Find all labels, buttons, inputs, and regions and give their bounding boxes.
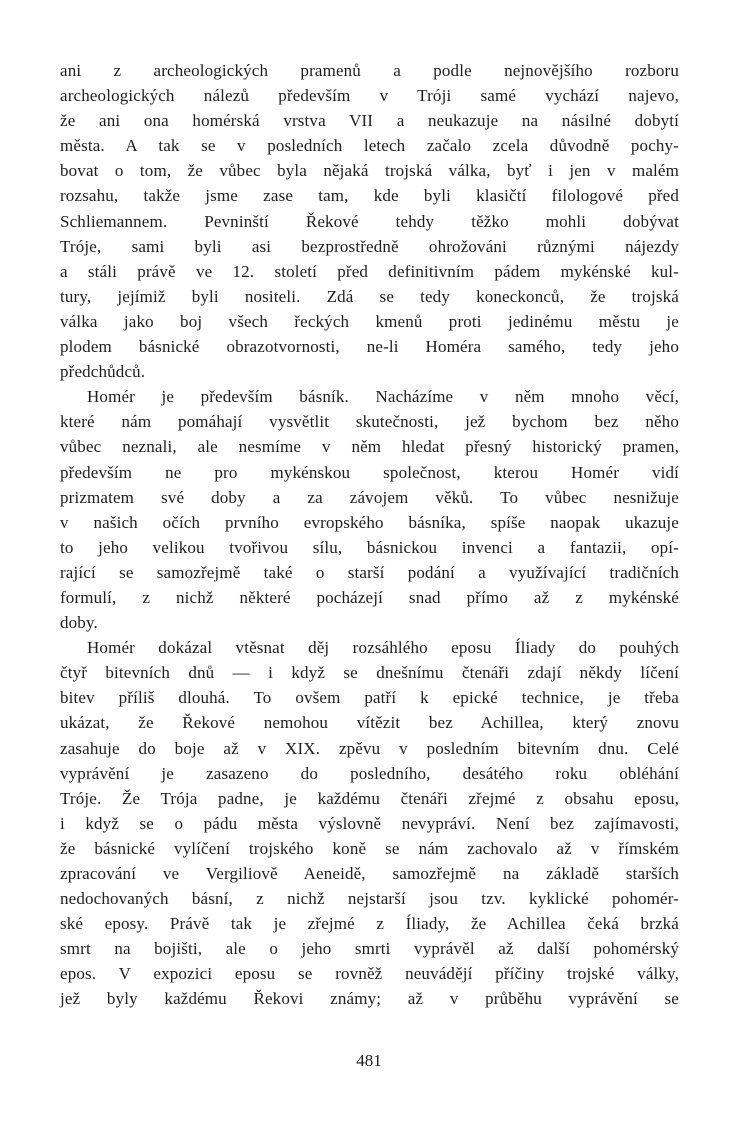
text-line: Schliemannem. Pevninští Řekové tehdy těžko mohli dobývat — [60, 211, 679, 231]
text-line: ani z archeologických pramenů a podle nejnovějšího rozboru — [60, 61, 679, 80]
text-line: ukázat, že Řekové nemohou vítězit bez Achillea, který znovu — [60, 713, 679, 733]
text-line: zpracování ve Vergiliově Aeneidě, samozřejmě na základě starších — [60, 864, 679, 883]
text-line: bitev příliš dlouhá. To ovšem patří k epické technice, je třeba — [60, 688, 679, 708]
text-line: formulí, z nichž některé pocházejí snad přímo až z mykénské — [60, 587, 679, 607]
text-line: Tróje, sami byli asi bezprostředně ohrožováni různými nájezdy — [60, 236, 679, 256]
text-line: to jeho velikou tvořivou sílu, básnickou invenci a fantazii, opí- — [60, 537, 679, 557]
text-line: že ani ona homérská vrstva VII a neukazuje na násilné dobytí — [60, 111, 679, 131]
text-line: rající se samozřejmě také o starší podání a využívající tradičních — [60, 562, 679, 582]
text-line: Homér je především básník. Nacházíme v něm mnoho věcí, — [87, 387, 679, 407]
text-line: především ne pro mykénskou společnost, kterou Homér vidí — [60, 462, 679, 482]
text-line: vyprávění je zasazeno do posledního, desátého roku obléhání — [60, 763, 679, 783]
text-line: ské eposy. Právě tak je zřejmé z Íliady, že Achillea čeká brzká — [60, 914, 679, 934]
text-line: nedochovaných básní, z nichž nejstarší jsou tzv. kyklické pohomér- — [60, 889, 679, 909]
text-line: předchůdců. — [60, 362, 146, 382]
text-line: města. A tak se v posledních letech začalo zcela důvodně pochy- — [60, 136, 679, 156]
text-line: které nám pomáhají vysvětlit skutečnosti, jež bychom bez něho — [60, 412, 679, 432]
text-line: čtyř bitevních dnů — i když se dnešnímu čtenáři zdají někdy líčení — [60, 663, 679, 683]
text-line: zasahuje do boje až v XIX. zpěvu v posledním bitevním dnu. Celé — [60, 738, 679, 758]
text-line: Homér dokázal vtěsnat děj rozsáhlého eposu Íliady do pouhých — [87, 638, 679, 658]
text-line: plodem básnické obrazotvornosti, ne-li Homéra samého, tedy jeho — [60, 337, 679, 357]
text-line: archeologických nálezů především v Tróji samé vychází najevo, — [60, 86, 679, 106]
page-number: 481 — [356, 1051, 382, 1070]
text-line: jež byly každému Řekovi známy; až v průběhu vyprávění se — [60, 989, 679, 1009]
body-text — [60, 58, 679, 1012]
text-line: epos. V expozici eposu se rovněž neuvádějí příčiny trojské války, — [60, 964, 679, 984]
text-line: rozsahu, takže jsme zase tam, kde byli klasičtí filologové před — [60, 186, 679, 206]
text-line: že básnické vylíčení trojského koně se nám zachovalo až v římském — [60, 838, 679, 858]
text-line: vůbec neznali, ale nesmíme v něm hledat přesný historický pramen, — [60, 437, 679, 457]
text-line: bovat o tom, že vůbec byla nějaká trojská válka, byť i jen v malém — [60, 161, 679, 181]
text-line: a stáli právě ve 12. století před definitivním pádem mykénské kul- — [60, 261, 679, 281]
text-line: tury, jejímiž byli nositeli. Zdá se tedy koneckonců, že trojská — [60, 286, 679, 306]
text-line: i když se o pádu města výslovně nevypráví. Není bez zajímavosti, — [60, 813, 679, 833]
text-line: válka jako boj všech řeckých kmenů proti jedinému městu je — [60, 311, 679, 331]
text-line: doby. — [60, 613, 98, 633]
text-line: v našich očích prvního evropského básníka, spíše naopak ukazuje — [60, 512, 679, 532]
text-line: prizmatem své doby a za závojem věků. To vůbec nesnižuje — [60, 487, 679, 507]
text-line: smrt na bojišti, ale o jeho smrti vyprávěl až další pohomérský — [60, 939, 679, 959]
text-line: Tróje. Že Trója padne, je každému čtenáři zřejmé z obsahu eposu, — [60, 788, 679, 808]
